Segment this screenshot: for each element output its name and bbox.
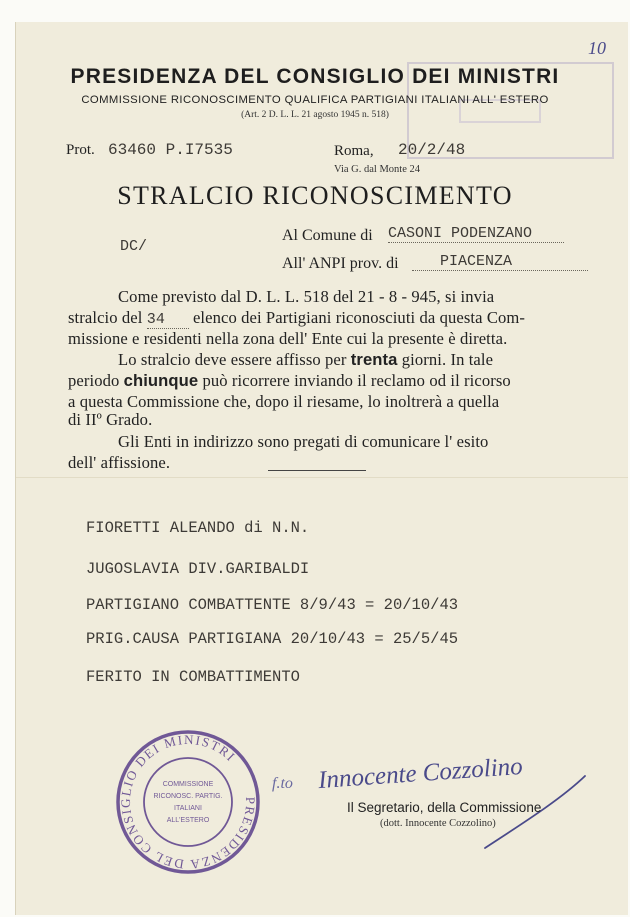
stamp-ring-text: PRESIDENZA DEL CONSIGLIO DEI MINISTRI (117, 731, 259, 873)
divider-rule (268, 470, 366, 471)
list-number: 34 (147, 311, 189, 329)
typed-entry-prisoner: PRIG.CAUSA PARTIGIANA 20/10/43 = 25/5/45 (86, 630, 459, 648)
body-p1-line3: missione e residenti nella zona dell' Ente cui la presente è diretta. (68, 329, 508, 348)
body-p1-line1: Come previsto dal D. L. L. 518 del 21 - 8 - 945, si invia (118, 287, 495, 306)
stamp-inner-line-1: COMMISSIONE (162, 781, 214, 788)
body-p3-line2: dell' affissione. (68, 453, 171, 472)
handwritten-signature: Innocente Cozzolino (317, 752, 524, 795)
stamp-inner-line-3: ITALIANI (174, 805, 202, 812)
law-reference: (Art. 2 D. L. L. 21 agosto 1945 n. 518) (241, 110, 389, 120)
protocol-label: Prot. (66, 142, 95, 158)
svg-text:PRESIDENZA DEL CONSIGLIO DEI M (112, 728, 264, 876)
signature-prefix: f.to (272, 775, 293, 792)
reference-code: DC/ (120, 238, 148, 255)
comune-value: CASONI PODENZANO (388, 225, 564, 243)
body-p2-line3: a questa Commissione che, dopo il riesame, lo inoltrerà a quella (68, 392, 500, 411)
anpi-label: All' ANPI prov. di (282, 255, 399, 272)
signatory-name: (dott. Innocente Cozzolino) (380, 818, 496, 829)
typed-entry-name: FIORETTI ALEANDO di N.N. (86, 519, 310, 537)
document-date: 20/2/48 (398, 141, 466, 159)
letterhead-title: PRESIDENZA DEL CONSIGLIO DEI MINISTRI (70, 65, 560, 88)
protocol-number: 63460 P.I7535 (108, 141, 233, 159)
body-p2-line1: Lo stralcio deve essere affisso per trenta giorni. In tale (118, 350, 494, 369)
typed-entry-wounded: FERITO IN COMBATTIMENTO (86, 668, 300, 686)
page-number-mark: 10 (588, 38, 606, 58)
body-p2-line4: di IIº Grado. (68, 410, 153, 429)
signatory-role: Il Segretario, della Commissione (347, 800, 542, 815)
city-label: Roma, (334, 143, 374, 159)
anpi-value: PIACENZA (412, 253, 588, 271)
official-stamp (108, 728, 268, 876)
body-p3-line1: Gli Enti in indirizzo sono pregati di comunicare l' esito (118, 432, 489, 451)
office-address: Via G. dal Monte 24 (334, 164, 420, 175)
body-p1-line2: stralcio del 34 elenco dei Partigiani riconosciuti da questa Com- (68, 308, 526, 328)
typed-entry-unit: JUGOSLAVIA DIV.GARIBALDI (86, 560, 310, 578)
stamp-inner-line-2: RICONOSC. PARTIG. (153, 793, 223, 800)
document-title: STRALCIO RICONOSCIMENTO (117, 181, 513, 210)
stamp-inner-line-4: ALL'ESTERO (166, 817, 210, 824)
letterhead-subtitle: COMMISSIONE RICONOSCIMENTO QUALIFICA PARTIGIANI ITALIANI ALL' ESTERO (81, 94, 549, 106)
comune-label: Al Comune di (282, 227, 373, 244)
typed-entry-combatant: PARTIGIANO COMBATTENTE 8/9/43 = 20/10/43 (86, 596, 459, 614)
body-p2-line2: periodo chiunque può ricorrere inviando il reclamo od il ricorso (68, 371, 511, 390)
